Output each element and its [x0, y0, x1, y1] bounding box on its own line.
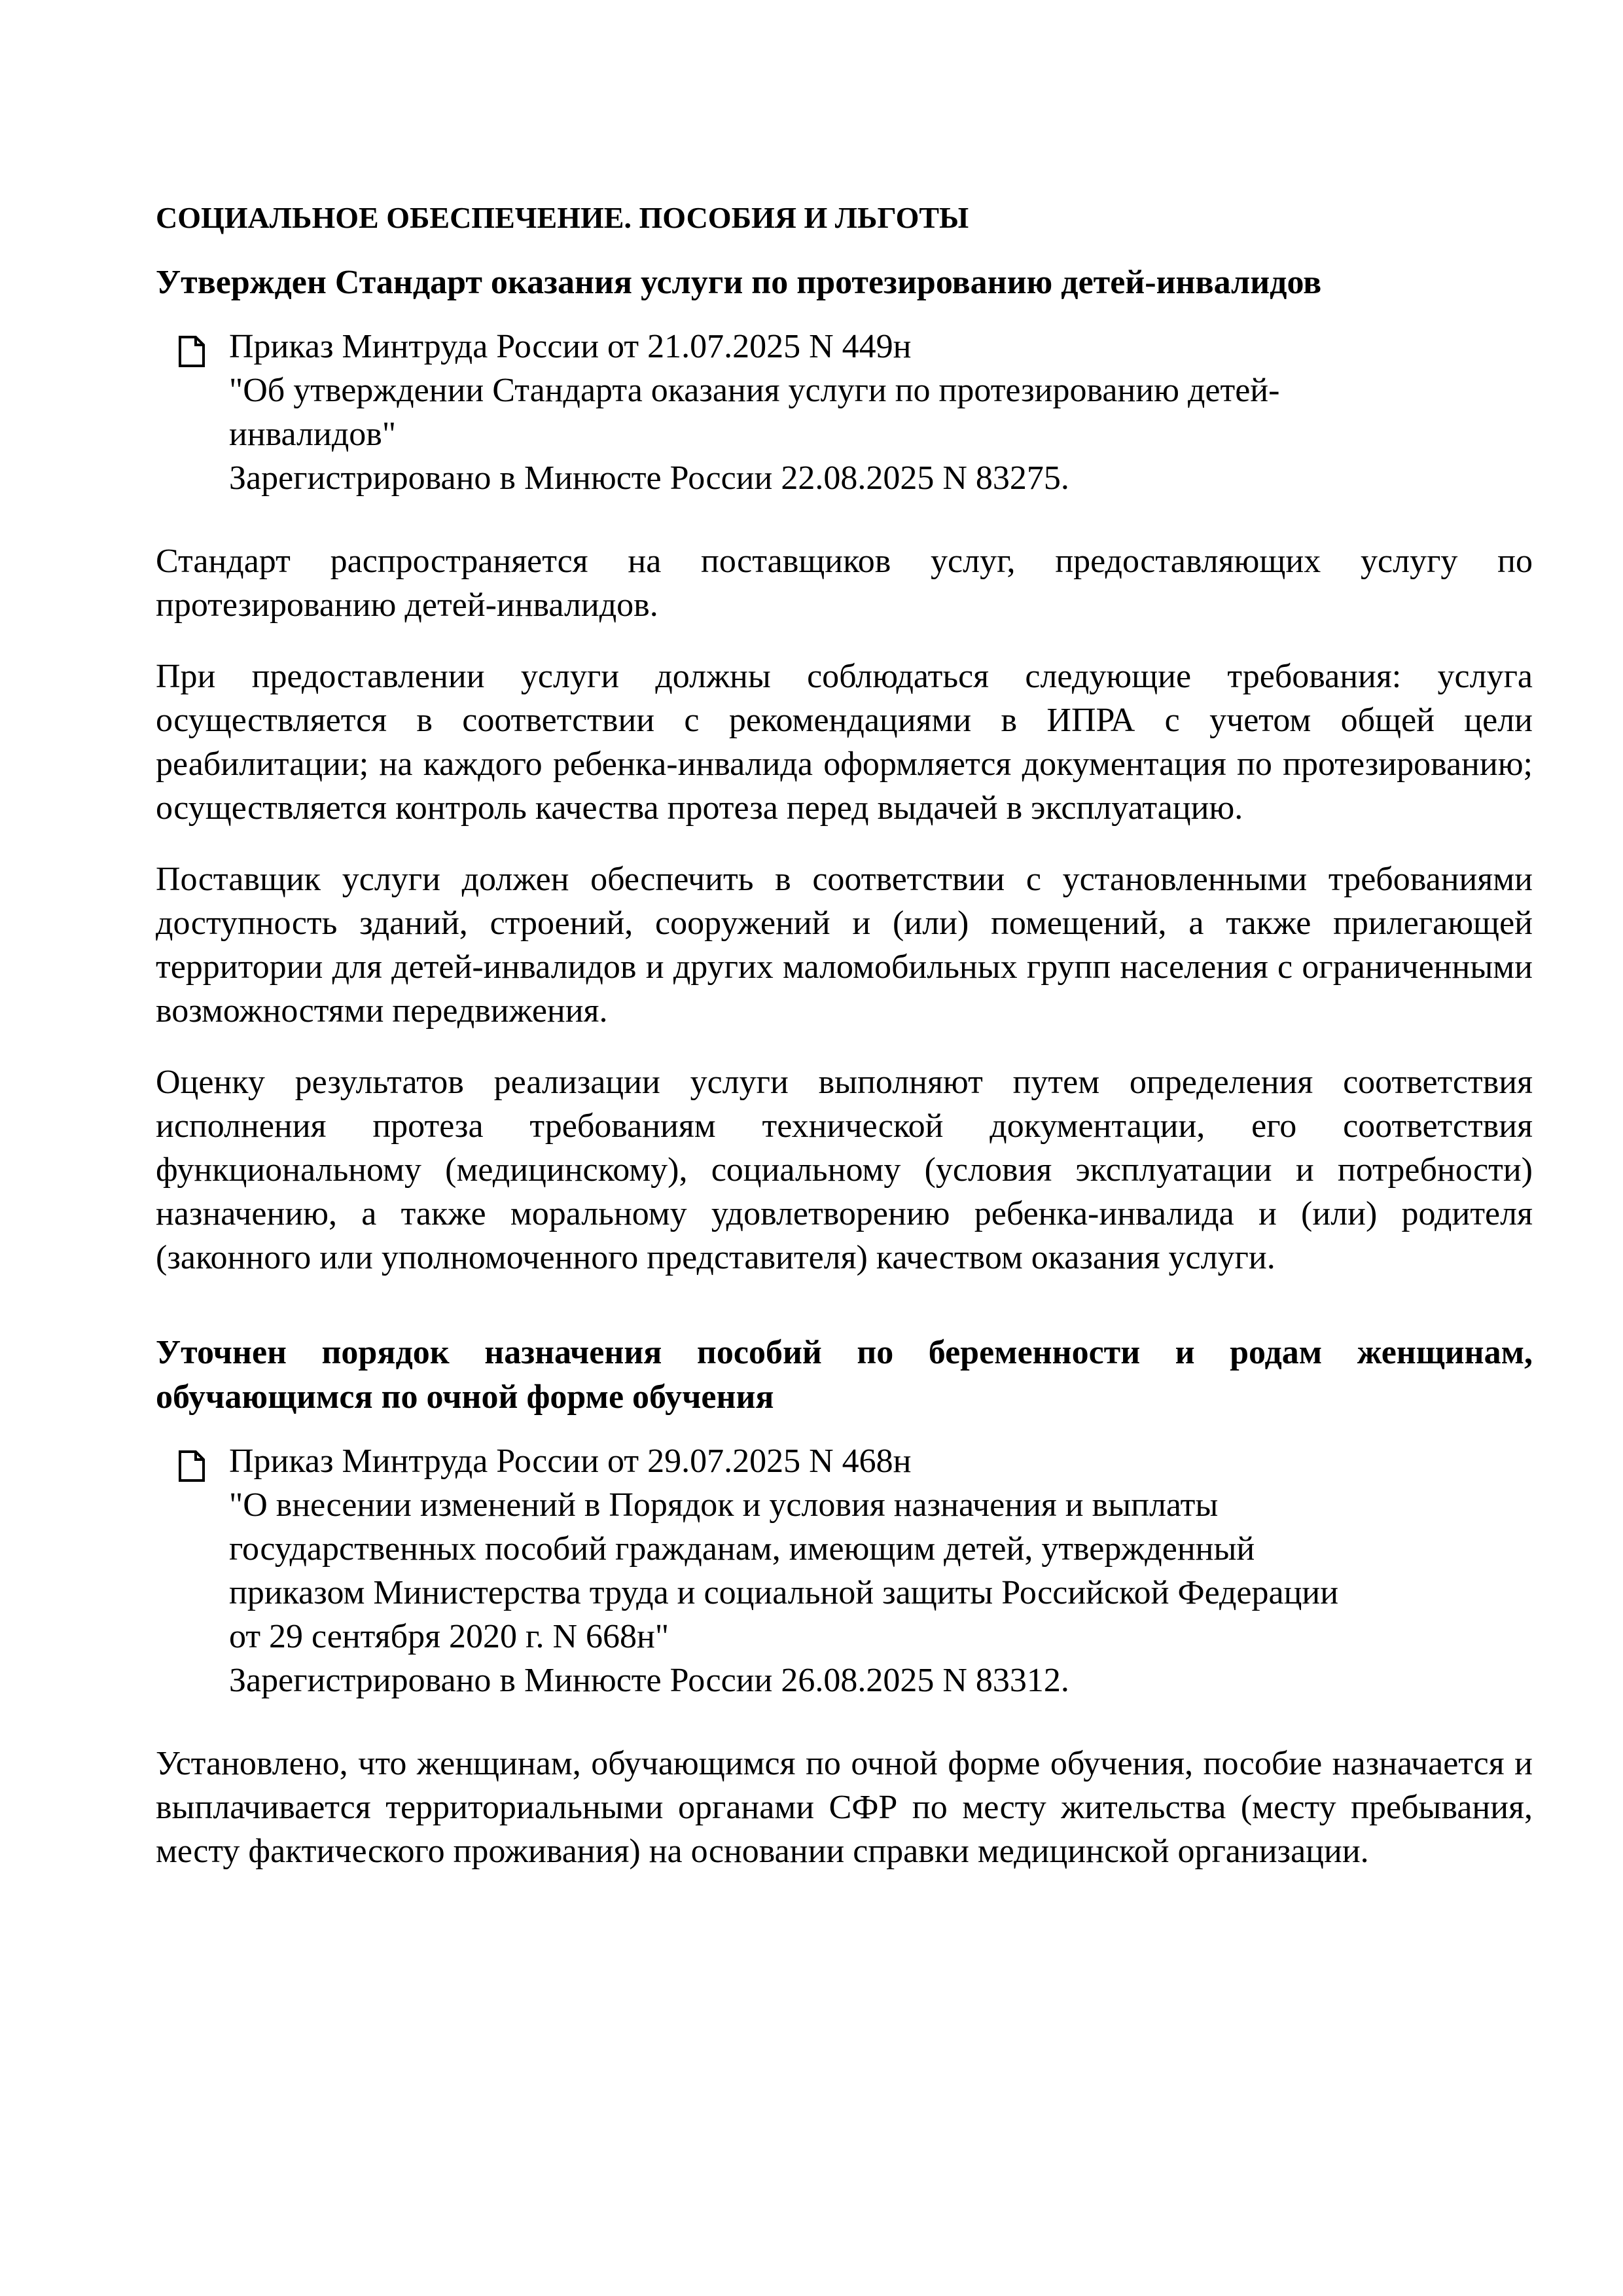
article-2 — [156, 1331, 1533, 1873]
document-icon — [178, 335, 205, 368]
document-page — [156, 196, 1533, 1901]
document-reference[interactable] — [156, 1439, 1472, 1702]
paragraph: Поставщик услуги должен обеспечить в соответствии с установленными требованиями доступность зданий, строений, сооружений и (или) помещений, а также прилегающей территории для детей-инвалидов и других маломобильных групп населения с ограниченными возможностями передвижения. — [156, 861, 1533, 1030]
document-line: государственных пособий гражданам, имеющим детей, утвержденный — [229, 1530, 1255, 1568]
paragraph: Оценку результатов реализации услуги выполняют путем определения соответствия исполнения протеза требованиям технической документации, его соответствия функциональному (медицинскому), социальному (условия эксплуатации и потребности) назначению, а также моральному удовлетворению ребенка-инвалида и (или) родителя (законного или уполномоченного представителя) качеством оказания услуги. — [156, 1064, 1533, 1276]
document-reference[interactable] — [156, 325, 1472, 500]
document-icon — [178, 1450, 205, 1482]
article-1 — [156, 260, 1533, 1280]
article-title: Уточнен порядок назначения пособий по беременности и родам женщинам, обучающимся по очной форме обучения — [156, 1334, 1533, 1416]
document-line: "Об утверждении Стандарта оказания услуги по протезированию детей- — [229, 372, 1280, 409]
article-title: Утвержден Стандарт оказания услуги по протезированию детей-инвалидов — [156, 264, 1322, 301]
document-line: Зарегистрировано в Минюсте России 22.08.2025 N 83275. — [229, 459, 1069, 497]
document-line: инвалидов" — [229, 416, 397, 453]
paragraph: При предоставлении услуги должны соблюдаться следующие требования: услуга осуществляется в соответствии с рекомендациями в ИПРА с учетом общей цели реабилитации; на каждого ребенка-инвалида оформляется документация по протезированию; осуществляется контроль качества протеза перед выдачей в эксплуатацию. — [156, 658, 1533, 827]
document-line: Зарегистрировано в Минюсте России 26.08.2025 N 83312. — [229, 1662, 1069, 1699]
paragraph: Стандарт распространяется на поставщиков услуг, предоставляющих услугу по протезированию детей-инвалидов. — [156, 543, 1533, 624]
document-line: "О внесении изменений в Порядок и условия назначения и выплаты — [229, 1486, 1219, 1524]
document-line: Приказ Минтруда России от 29.07.2025 N 468н — [229, 1443, 912, 1480]
document-line: от 29 сентября 2020 г. N 668н" — [229, 1618, 669, 1655]
document-line: приказом Министерства труда и социальной защиты Российской Федерации — [229, 1574, 1339, 1611]
document-line: Приказ Минтруда России от 21.07.2025 N 449н — [229, 328, 912, 365]
section-heading: СОЦИАЛЬНОЕ ОБЕСПЕЧЕНИЕ. ПОСОБИЯ И ЛЬГОТЫ — [156, 201, 969, 234]
spacer — [156, 1307, 1533, 1331]
paragraph: Установлено, что женщинам, обучающимся по очной форме обучения, пособие назначается и выплачивается территориальными органами СФР по месту жительства (месту пребывания, месту фактического проживания) на основании справки медицинской организации. — [156, 1745, 1533, 1870]
